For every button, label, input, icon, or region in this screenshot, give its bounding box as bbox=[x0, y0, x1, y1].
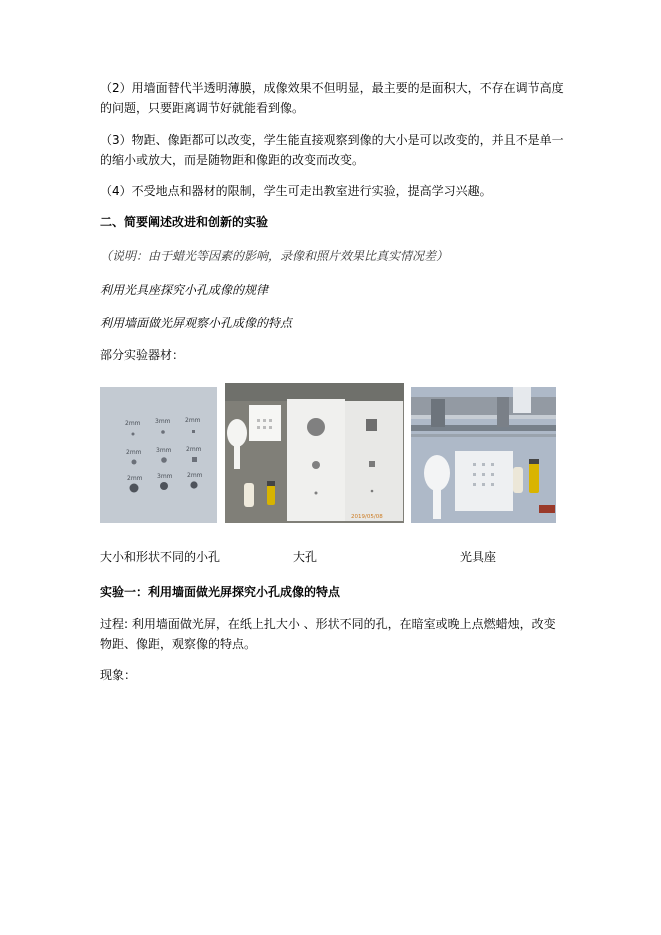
caption-small-holes: 大小和形状不同的小孔 bbox=[100, 550, 221, 564]
hole-label-7: 2mm bbox=[127, 475, 143, 482]
italic-line-2: 利用墙面做光屏观察小孔成像的特点 bbox=[100, 316, 293, 330]
lighter bbox=[267, 485, 275, 505]
hole-label-3: 2mm bbox=[185, 417, 201, 424]
hole bbox=[130, 484, 139, 493]
caption-big-hole: 大孔 bbox=[293, 550, 318, 564]
screen-card bbox=[455, 451, 513, 511]
photo-big-hole bbox=[225, 383, 404, 523]
photo-date-stamp: 2019/05/08 bbox=[351, 514, 383, 520]
note-text: （说明：由于蜡光等因素的影响，录像和照片效果比真实情况差） bbox=[100, 249, 449, 263]
materials-label: 部分实验器材： bbox=[100, 348, 185, 362]
hole bbox=[161, 430, 165, 434]
hole-label-1: 2mm bbox=[125, 420, 141, 427]
italic-line-1: 利用光具座探究小孔成像的规律 bbox=[100, 283, 269, 297]
section-heading-2: 二、简要阐述改进和创新的实验 bbox=[100, 215, 269, 229]
small-holes-illustration bbox=[100, 387, 217, 523]
photo-optical-bench bbox=[411, 387, 556, 523]
paragraph-3-point-2: （2）用墙面替代半透明薄膜，成像效果不但明显，最主要的是面积大，不存在调节高度的问题，只要距离调节好就能看到像。 bbox=[100, 81, 564, 115]
card-large-hole bbox=[287, 399, 345, 521]
hole bbox=[160, 482, 168, 490]
paddle bbox=[227, 419, 247, 447]
hole bbox=[132, 433, 135, 436]
photo-small-holes bbox=[100, 387, 217, 523]
caption-optical-bench: 光具座 bbox=[460, 550, 497, 564]
hole bbox=[132, 460, 137, 465]
experiment-1-heading: 实验一：利用墙面做光屏探究小孔成像的特点 bbox=[100, 585, 341, 599]
hole-label-2: 3mm bbox=[155, 418, 171, 425]
candle bbox=[244, 483, 254, 507]
hole-label-9: 2mm bbox=[187, 472, 203, 479]
hole bbox=[161, 457, 167, 463]
hole-label-5: 3mm bbox=[156, 447, 172, 454]
experiment-1-process: 过程: 利用墙面做光屏，在纸上扎大小 、形状不同的孔，在暗室或晚上点燃蜡烛，改变物距、像距，观察像的特点。 bbox=[100, 617, 556, 651]
hole-label-8: 3mm bbox=[157, 473, 173, 480]
hole bbox=[192, 457, 197, 462]
experiment-1-phenomenon: 现象： bbox=[100, 668, 137, 682]
lighter bbox=[529, 463, 539, 493]
candle bbox=[513, 467, 523, 493]
hole-label-6: 2mm bbox=[186, 446, 202, 453]
hole bbox=[190, 481, 197, 488]
optical-bench-illustration bbox=[411, 387, 556, 523]
hole bbox=[192, 430, 195, 433]
big-round-hole bbox=[307, 418, 325, 436]
paragraph-3-point-4: （4）不受地点和器材的限制，学生可走出教室进行实验，提高学习兴趣。 bbox=[100, 184, 492, 198]
paragraph-3-point-3: （3）物距、像距都可以改变，学生能直接观察到像的大小是可以改变的，并且不是单一的缩小或放大，而是随物距和像距的改变而改变。 bbox=[100, 133, 564, 167]
big-hole-illustration bbox=[225, 383, 404, 523]
paddle bbox=[424, 455, 450, 491]
hole-label-4: 2mm bbox=[126, 449, 142, 456]
square-hole bbox=[366, 419, 377, 431]
